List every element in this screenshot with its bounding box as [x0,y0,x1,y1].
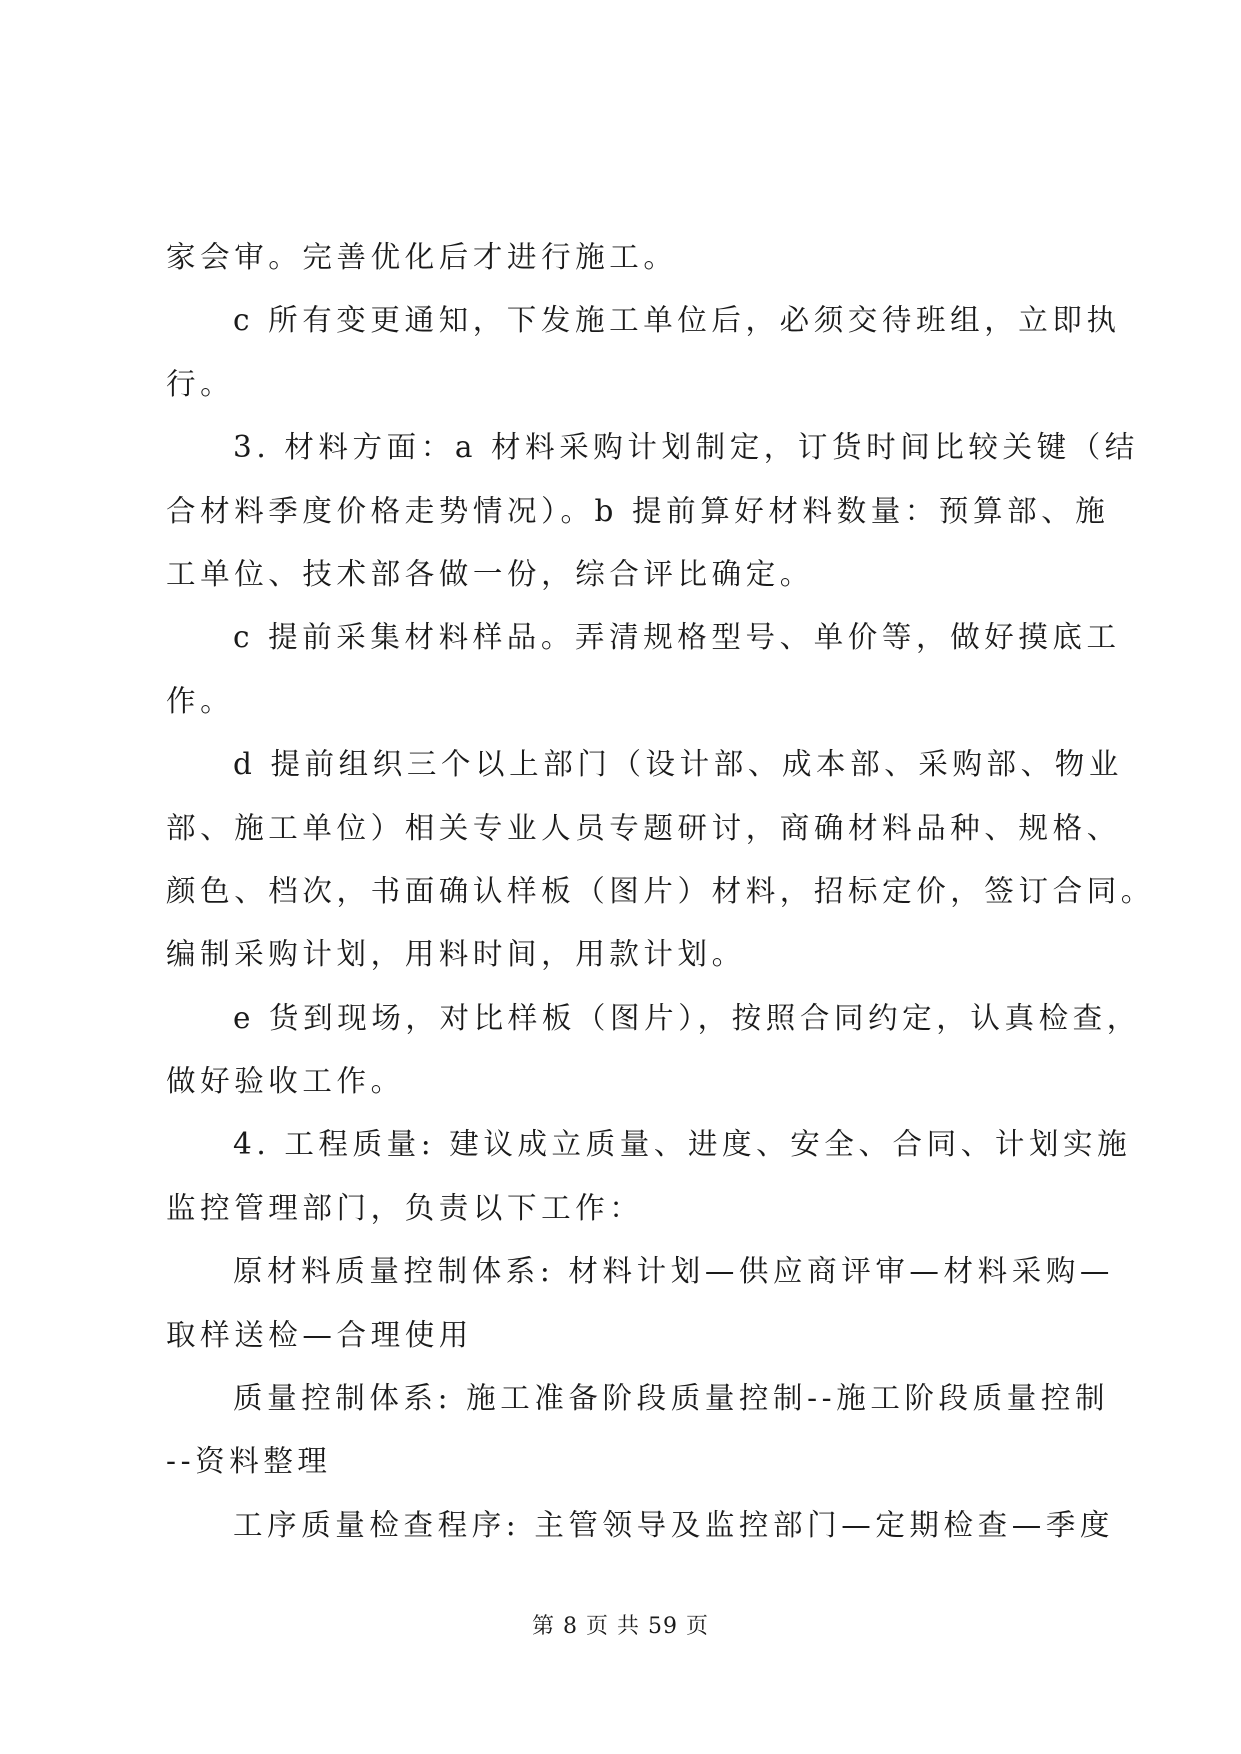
text-line: 部、施工单位）相关专业人员专题研讨，商确材料品种、规格、 [166,810,1121,845]
text-line: 质量控制体系: 施工准备阶段质量控制--施工阶段质量控制 [233,1381,1110,1416]
text-line: 家会审。完善优化后才进行施工。 [166,240,678,274]
text-line: 做好验收工作。 [166,1064,405,1099]
text-line: 工序质量检查程序: 主管领导及监控部门—定期检查—季度 [233,1507,1115,1542]
text-line: 4. 工程质量: 建议成立质量、进度、安全、合同、计划实施 [233,1127,1132,1162]
text-line: --资料整理 [166,1444,332,1479]
text-line: 合材料季度价格走势情况）。b 提前算好材料数量：预算部、施 [166,493,1110,528]
document-body [166,226,1155,1557]
text-line: 工单位、技术部各做一份，综合评比确定。 [166,556,814,591]
page-number-footer: 第 8 页 共 59 页 [532,1614,709,1639]
text-line: 原材料质量控制体系: 材料计划—供应商评审—材料采购— [233,1254,1115,1289]
text-line: 行。 [166,366,235,401]
text-line: 监控管理部门，负责以下工作： [166,1190,644,1225]
text-line: c 所有变更通知，下发施工单位后，必须交待班组，立即执 [233,303,1121,338]
text-line: 颜色、档次，书面确认样板（图片）材料，招标定价，签订合同。 [166,873,1155,908]
text-line: c 提前采集材料样品。弄清规格型号、单价等，做好摸底工 [233,620,1121,655]
text-line: 取样送检—合理使用 [166,1317,473,1352]
text-line: 作。 [166,683,235,718]
text-line: e 货到现场，对比样板（图片），按照合同约定，认真检查， [233,1000,1141,1035]
text-line: d 提前组织三个以上部门（设计部、成本部、采购部、物业 [233,747,1123,782]
text-line: 3. 材料方面：a 材料采购计划制定，订货时间比较关键（结 [233,430,1139,465]
text-line: 编制采购计划，用料时间，用款计划。 [166,937,746,972]
